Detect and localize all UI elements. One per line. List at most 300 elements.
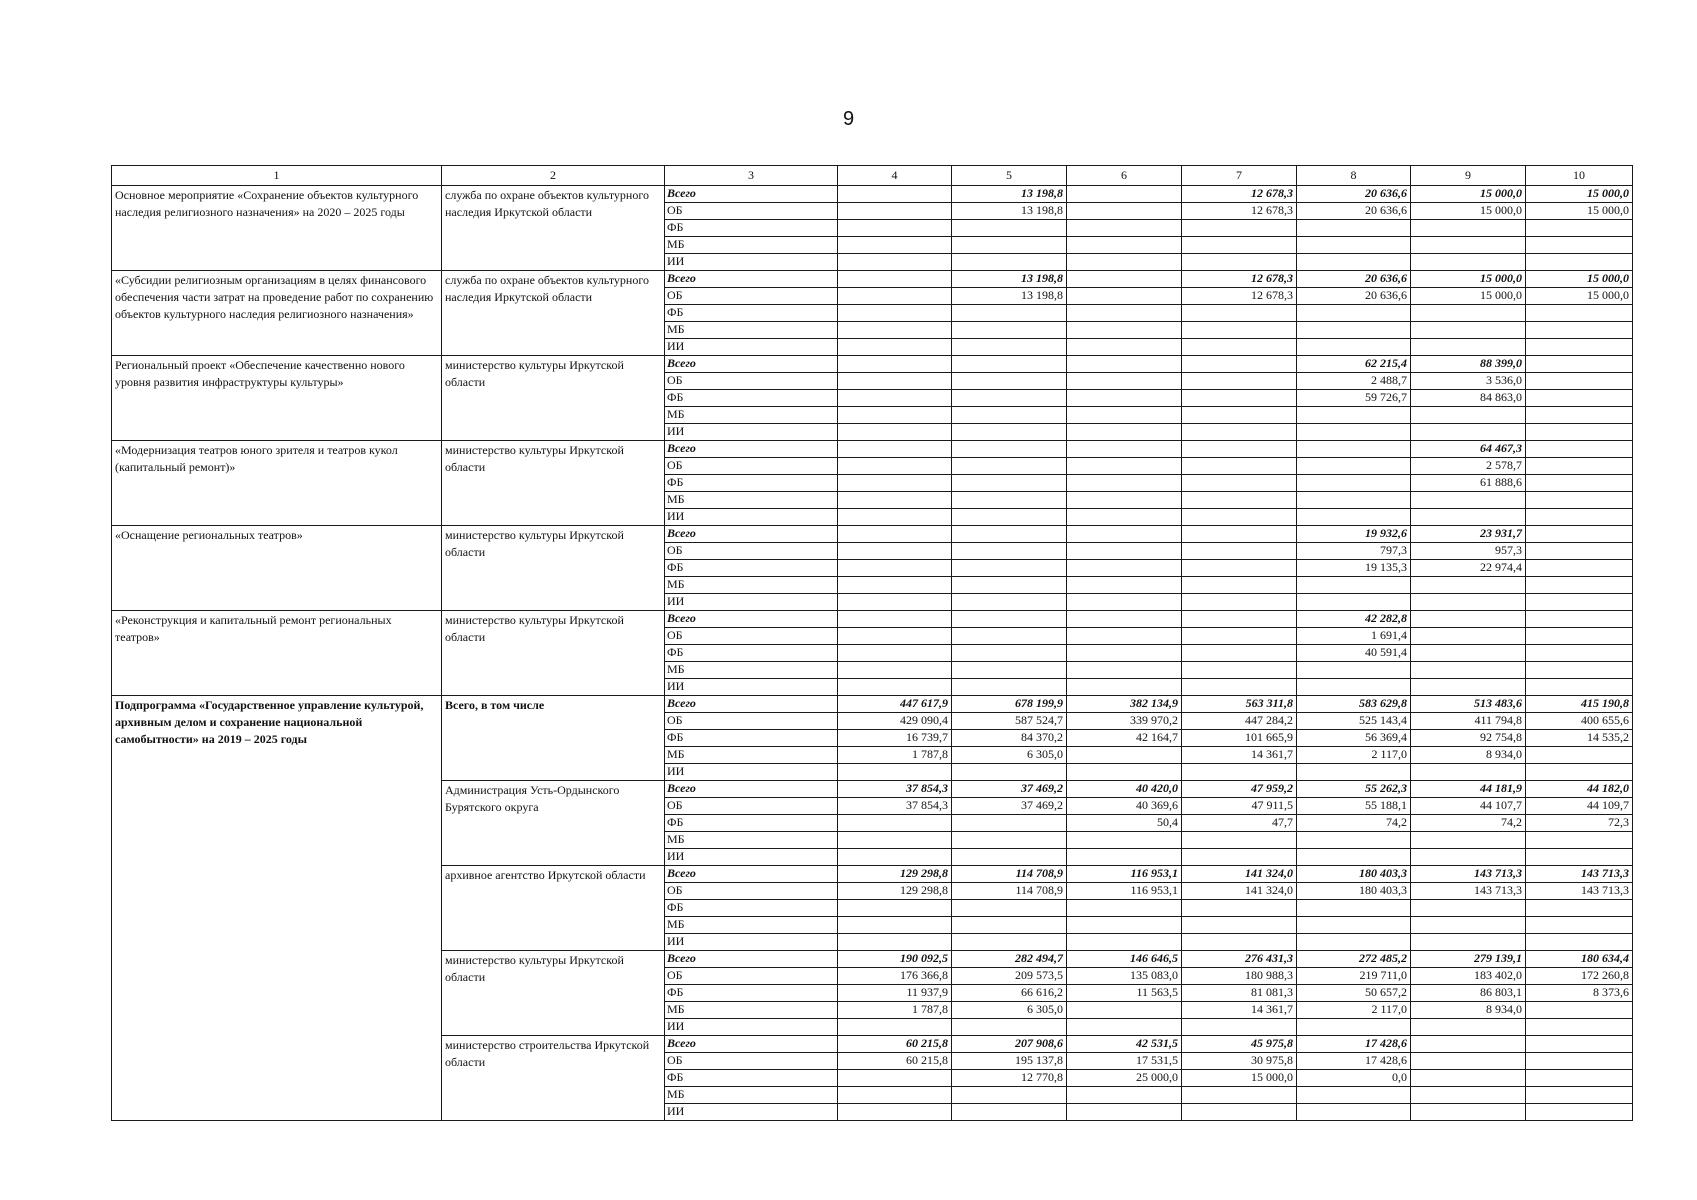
value-cell: 447 284,2 [1182, 713, 1297, 730]
value-cell: 14 361,7 [1182, 1002, 1297, 1019]
value-cell [1526, 645, 1633, 662]
value-cell [1526, 747, 1633, 764]
value-cell [838, 288, 952, 305]
value-cell: 135 083,0 [1067, 968, 1182, 985]
value-cell: 282 494,7 [952, 951, 1067, 968]
column-header: 8 [1297, 166, 1411, 186]
value-cell [952, 764, 1067, 781]
value-cell: 12 770,8 [952, 1070, 1067, 1087]
value-cell [1067, 526, 1182, 543]
value-cell [838, 373, 952, 390]
value-cell: 276 431,3 [1182, 951, 1297, 968]
event-name-cell: «Субсидии религиозным организациям в целях финансового обеспечения части затрат на проведение работ по сохранению объектов культурного наследия религиозного назначения» [112, 271, 442, 356]
value-cell: 23 931,7 [1411, 526, 1526, 543]
column-header: 4 [838, 166, 952, 186]
value-cell: 1 787,8 [838, 747, 952, 764]
value-cell: 143 713,3 [1411, 883, 1526, 900]
funding-source-cell: Всего [665, 1036, 838, 1053]
value-cell: 3 536,0 [1411, 373, 1526, 390]
value-cell [1411, 424, 1526, 441]
funding-source-cell: Всего [665, 781, 838, 798]
value-cell [838, 458, 952, 475]
value-cell [1067, 271, 1182, 288]
value-cell: 74,2 [1297, 815, 1411, 832]
value-cell [838, 1104, 952, 1121]
value-cell: 15 000,0 [1526, 186, 1633, 203]
value-cell [952, 645, 1067, 662]
value-cell [1182, 628, 1297, 645]
value-cell [838, 917, 952, 934]
value-cell [1067, 237, 1182, 254]
value-cell [1182, 492, 1297, 509]
value-cell: 116 953,1 [1067, 883, 1182, 900]
value-cell: 13 198,8 [952, 271, 1067, 288]
value-cell [952, 407, 1067, 424]
executor-cell: министерство культуры Иркутской области [442, 526, 665, 611]
executor-cell: министерство культуры Иркутской области [442, 441, 665, 526]
value-cell [1067, 458, 1182, 475]
funding-source-cell: ИИ [665, 1104, 838, 1121]
value-cell [1067, 645, 1182, 662]
value-cell [1182, 1104, 1297, 1121]
value-cell [1182, 1087, 1297, 1104]
value-cell [1411, 900, 1526, 917]
value-cell [1067, 611, 1182, 628]
value-cell [838, 220, 952, 237]
funding-source-cell: ОБ [665, 713, 838, 730]
funding-source-cell: МБ [665, 917, 838, 934]
value-cell [1411, 237, 1526, 254]
funding-source-cell: ИИ [665, 849, 838, 866]
value-cell [1067, 543, 1182, 560]
value-cell [1297, 305, 1411, 322]
value-cell: 15 000,0 [1411, 186, 1526, 203]
value-cell [952, 815, 1067, 832]
funding-source-cell: ФБ [665, 900, 838, 917]
value-cell [838, 271, 952, 288]
value-cell: 37 469,2 [952, 798, 1067, 815]
value-cell [1526, 1104, 1633, 1121]
funding-source-cell: Всего [665, 441, 838, 458]
value-cell: 957,3 [1411, 543, 1526, 560]
value-cell: 42 531,5 [1067, 1036, 1182, 1053]
value-cell: 400 655,6 [1526, 713, 1633, 730]
value-cell: 17 531,5 [1067, 1053, 1182, 1070]
value-cell [1526, 662, 1633, 679]
value-cell: 60 215,8 [838, 1036, 952, 1053]
value-cell: 19 932,6 [1297, 526, 1411, 543]
value-cell: 339 970,2 [1067, 713, 1182, 730]
value-cell: 513 483,6 [1411, 696, 1526, 713]
value-cell: 12 678,3 [1182, 186, 1297, 203]
funding-source-cell: Всего [665, 526, 838, 543]
value-cell [1182, 339, 1297, 356]
table-body [112, 186, 1633, 1121]
funding-source-cell: ФБ [665, 815, 838, 832]
value-cell: 61 888,6 [1411, 475, 1526, 492]
value-cell: 587 524,7 [952, 713, 1067, 730]
table-row [112, 696, 1633, 713]
funding-source-cell: Всего [665, 696, 838, 713]
funding-source-cell: ОБ [665, 203, 838, 220]
funding-source-cell: ОБ [665, 628, 838, 645]
table-row [112, 356, 1633, 373]
value-cell: 37 469,2 [952, 781, 1067, 798]
value-cell [1411, 645, 1526, 662]
value-cell: 59 726,7 [1297, 390, 1411, 407]
value-cell: 525 143,4 [1297, 713, 1411, 730]
value-cell: 50 657,2 [1297, 985, 1411, 1002]
value-cell [952, 594, 1067, 611]
value-cell: 84 863,0 [1411, 390, 1526, 407]
value-cell: 219 711,0 [1297, 968, 1411, 985]
value-cell [1182, 237, 1297, 254]
value-cell [838, 1070, 952, 1087]
value-cell [838, 832, 952, 849]
funding-source-cell: ФБ [665, 390, 838, 407]
funding-source-cell: ОБ [665, 1053, 838, 1070]
value-cell: 84 370,2 [952, 730, 1067, 747]
funding-source-cell: ФБ [665, 1070, 838, 1087]
value-cell: 13 198,8 [952, 203, 1067, 220]
value-cell: 12 678,3 [1182, 203, 1297, 220]
value-cell: 44 109,7 [1526, 798, 1633, 815]
value-cell [1067, 917, 1182, 934]
column-header: 3 [665, 166, 838, 186]
value-cell [952, 237, 1067, 254]
value-cell: 190 092,5 [838, 951, 952, 968]
value-cell: 13 198,8 [952, 186, 1067, 203]
value-cell [1182, 220, 1297, 237]
value-cell [1526, 543, 1633, 560]
value-cell [1411, 594, 1526, 611]
funding-source-cell: МБ [665, 407, 838, 424]
value-cell: 44 181,9 [1411, 781, 1526, 798]
funding-source-cell: ОБ [665, 458, 838, 475]
value-cell [1411, 1053, 1526, 1070]
table-row [112, 186, 1633, 203]
value-cell [1182, 543, 1297, 560]
value-cell [838, 305, 952, 322]
value-cell: 86 803,1 [1411, 985, 1526, 1002]
value-cell: 411 794,8 [1411, 713, 1526, 730]
value-cell [1067, 934, 1182, 951]
value-cell: 42 164,7 [1067, 730, 1182, 747]
value-cell [1067, 390, 1182, 407]
value-cell: 176 366,8 [838, 968, 952, 985]
value-cell [1067, 577, 1182, 594]
value-cell [1297, 1104, 1411, 1121]
value-cell [1411, 679, 1526, 696]
value-cell: 172 260,8 [1526, 968, 1633, 985]
value-cell: 143 713,3 [1526, 866, 1633, 883]
table-row [112, 526, 1633, 543]
value-cell [1182, 407, 1297, 424]
value-cell: 11 563,5 [1067, 985, 1182, 1002]
value-cell: 56 369,4 [1297, 730, 1411, 747]
value-cell [838, 934, 952, 951]
value-cell [1182, 645, 1297, 662]
value-cell [1411, 628, 1526, 645]
value-cell: 6 305,0 [952, 1002, 1067, 1019]
executor-cell: служба по охране объектов культурного наследия Иркутской области [442, 271, 665, 356]
executor-cell: министерство культуры Иркутской области [442, 951, 665, 1036]
column-header: 9 [1411, 166, 1526, 186]
value-cell [1297, 662, 1411, 679]
value-cell: 15 000,0 [1411, 288, 1526, 305]
value-cell [1182, 611, 1297, 628]
value-cell [952, 832, 1067, 849]
value-cell [1182, 441, 1297, 458]
value-cell: 207 908,6 [952, 1036, 1067, 1053]
executor-cell: министерство культуры Иркутской области [442, 356, 665, 441]
value-cell: 415 190,8 [1526, 696, 1633, 713]
value-cell [838, 628, 952, 645]
value-cell [1526, 934, 1633, 951]
value-cell [1182, 322, 1297, 339]
value-cell [952, 305, 1067, 322]
executor-cell: Всего, в том числе [442, 696, 665, 781]
value-cell: 20 636,6 [1297, 186, 1411, 203]
funding-source-cell: Всего [665, 866, 838, 883]
value-cell [1526, 628, 1633, 645]
value-cell: 141 324,0 [1182, 883, 1297, 900]
value-cell [1067, 1019, 1182, 1036]
value-cell: 2 117,0 [1297, 1002, 1411, 1019]
value-cell: 15 000,0 [1526, 288, 1633, 305]
value-cell [1067, 288, 1182, 305]
funding-source-cell: ОБ [665, 543, 838, 560]
value-cell [1182, 526, 1297, 543]
value-cell [1411, 1104, 1526, 1121]
table-row [112, 271, 1633, 288]
value-cell [1297, 441, 1411, 458]
value-cell [1411, 254, 1526, 271]
value-cell [1526, 594, 1633, 611]
value-cell [1411, 934, 1526, 951]
funding-source-cell: ФБ [665, 645, 838, 662]
value-cell: 50,4 [1067, 815, 1182, 832]
header-row [112, 166, 1633, 186]
value-cell [838, 611, 952, 628]
value-cell [1526, 849, 1633, 866]
value-cell [1297, 492, 1411, 509]
value-cell: 2 578,7 [1411, 458, 1526, 475]
value-cell: 195 137,8 [952, 1053, 1067, 1070]
value-cell: 14 361,7 [1182, 747, 1297, 764]
value-cell: 447 617,9 [838, 696, 952, 713]
value-cell [1297, 407, 1411, 424]
funding-source-cell: ИИ [665, 679, 838, 696]
value-cell [838, 815, 952, 832]
value-cell: 180 403,3 [1297, 866, 1411, 883]
value-cell [1067, 1002, 1182, 1019]
column-header: 2 [442, 166, 665, 186]
value-cell [838, 186, 952, 203]
value-cell: 6 305,0 [952, 747, 1067, 764]
value-cell: 563 311,8 [1182, 696, 1297, 713]
value-cell [838, 900, 952, 917]
value-cell: 62 215,4 [1297, 356, 1411, 373]
value-cell [1182, 764, 1297, 781]
funding-source-cell: ИИ [665, 509, 838, 526]
value-cell [1067, 424, 1182, 441]
event-name-cell: Региональный проект «Обеспечение качественно нового уровня развития инфраструктуры культуры» [112, 356, 442, 441]
value-cell: 180 634,4 [1526, 951, 1633, 968]
value-cell [838, 509, 952, 526]
value-cell [1297, 254, 1411, 271]
value-cell [952, 611, 1067, 628]
value-cell [952, 1104, 1067, 1121]
value-cell: 20 636,6 [1297, 203, 1411, 220]
value-cell: 678 199,9 [952, 696, 1067, 713]
value-cell [838, 645, 952, 662]
value-cell [1526, 441, 1633, 458]
funding-source-cell: МБ [665, 662, 838, 679]
value-cell: 279 139,1 [1411, 951, 1526, 968]
value-cell [838, 594, 952, 611]
value-cell [1297, 237, 1411, 254]
value-cell [1182, 373, 1297, 390]
value-cell: 17 428,6 [1297, 1053, 1411, 1070]
value-cell [1182, 254, 1297, 271]
value-cell: 16 739,7 [838, 730, 952, 747]
value-cell [1526, 764, 1633, 781]
value-cell [952, 662, 1067, 679]
funding-source-cell: ФБ [665, 220, 838, 237]
value-cell [838, 441, 952, 458]
value-cell [1526, 1002, 1633, 1019]
value-cell: 15 000,0 [1411, 271, 1526, 288]
value-cell [838, 322, 952, 339]
column-header: 1 [112, 166, 442, 186]
value-cell [952, 254, 1067, 271]
funding-source-cell: МБ [665, 492, 838, 509]
value-cell [1067, 747, 1182, 764]
value-cell [1411, 662, 1526, 679]
value-cell: 382 134,9 [1067, 696, 1182, 713]
value-cell: 129 298,8 [838, 866, 952, 883]
value-cell [1067, 356, 1182, 373]
value-cell [838, 679, 952, 696]
value-cell [1067, 322, 1182, 339]
funding-source-cell: МБ [665, 237, 838, 254]
funding-source-cell: ФБ [665, 985, 838, 1002]
value-cell [1067, 475, 1182, 492]
value-cell [1526, 832, 1633, 849]
value-cell [1182, 832, 1297, 849]
value-cell [1297, 339, 1411, 356]
funding-source-cell: Всего [665, 186, 838, 203]
value-cell [952, 543, 1067, 560]
value-cell [952, 934, 1067, 951]
funding-source-cell: Всего [665, 611, 838, 628]
value-cell [838, 577, 952, 594]
value-cell [1526, 917, 1633, 934]
value-cell [838, 356, 952, 373]
value-cell [1526, 237, 1633, 254]
value-cell [1067, 254, 1182, 271]
table-row [112, 441, 1633, 458]
funding-source-cell: МБ [665, 832, 838, 849]
executor-cell: архивное агентство Иркутской области [442, 866, 665, 951]
value-cell [1526, 577, 1633, 594]
value-cell: 37 854,3 [838, 781, 952, 798]
value-cell [952, 441, 1067, 458]
funding-source-cell: ИИ [665, 254, 838, 271]
value-cell [952, 509, 1067, 526]
value-cell [1411, 917, 1526, 934]
value-cell [1411, 407, 1526, 424]
value-cell [1526, 254, 1633, 271]
value-cell [1182, 356, 1297, 373]
funding-source-cell: Всего [665, 356, 838, 373]
funding-source-cell: ФБ [665, 475, 838, 492]
value-cell [1067, 441, 1182, 458]
value-cell: 141 324,0 [1182, 866, 1297, 883]
value-cell [1526, 220, 1633, 237]
value-cell [1526, 679, 1633, 696]
value-cell [1067, 509, 1182, 526]
value-cell: 40 591,4 [1297, 645, 1411, 662]
value-cell [1526, 1036, 1633, 1053]
event-name-cell: Подпрограмма «Государственное управление культурой, архивным делом и сохранение национальной самобытности» на 2019 – 2025 годы [112, 696, 442, 1121]
executor-cell: министерство строительства Иркутской области [442, 1036, 665, 1121]
table-row [112, 611, 1633, 628]
value-cell [1182, 390, 1297, 407]
value-cell [1526, 373, 1633, 390]
funding-source-cell: ИИ [665, 934, 838, 951]
value-cell: 66 616,2 [952, 985, 1067, 1002]
value-cell [952, 424, 1067, 441]
value-cell [952, 577, 1067, 594]
value-cell [1067, 492, 1182, 509]
value-cell [838, 560, 952, 577]
value-cell: 11 937,9 [838, 985, 952, 1002]
funding-source-cell: ФБ [665, 305, 838, 322]
value-cell: 14 535,2 [1526, 730, 1633, 747]
value-cell [1182, 1019, 1297, 1036]
event-name-cell: «Реконструкция и капитальный ремонт региональных театров» [112, 611, 442, 696]
value-cell [952, 679, 1067, 696]
value-cell: 114 708,9 [952, 883, 1067, 900]
value-cell [1297, 764, 1411, 781]
value-cell [1297, 832, 1411, 849]
value-cell [838, 390, 952, 407]
value-cell: 88 399,0 [1411, 356, 1526, 373]
value-cell: 183 402,0 [1411, 968, 1526, 985]
value-cell [1411, 322, 1526, 339]
funding-source-cell: ИИ [665, 339, 838, 356]
value-cell: 92 754,8 [1411, 730, 1526, 747]
value-cell [1526, 1087, 1633, 1104]
value-cell [838, 203, 952, 220]
value-cell [1411, 764, 1526, 781]
value-cell [1526, 1053, 1633, 1070]
funding-source-cell: МБ [665, 1002, 838, 1019]
event-name-cell: Основное мероприятие «Сохранение объектов культурного наследия религиозного назначения» на 2020 – 2025 годы [112, 186, 442, 271]
value-cell: 47 911,5 [1182, 798, 1297, 815]
funding-source-cell: ОБ [665, 288, 838, 305]
value-cell [952, 560, 1067, 577]
value-cell [1182, 900, 1297, 917]
value-cell [952, 917, 1067, 934]
value-cell [1297, 458, 1411, 475]
value-cell [1182, 424, 1297, 441]
value-cell [1411, 1070, 1526, 1087]
budget-table [111, 165, 1633, 1121]
value-cell [1067, 305, 1182, 322]
